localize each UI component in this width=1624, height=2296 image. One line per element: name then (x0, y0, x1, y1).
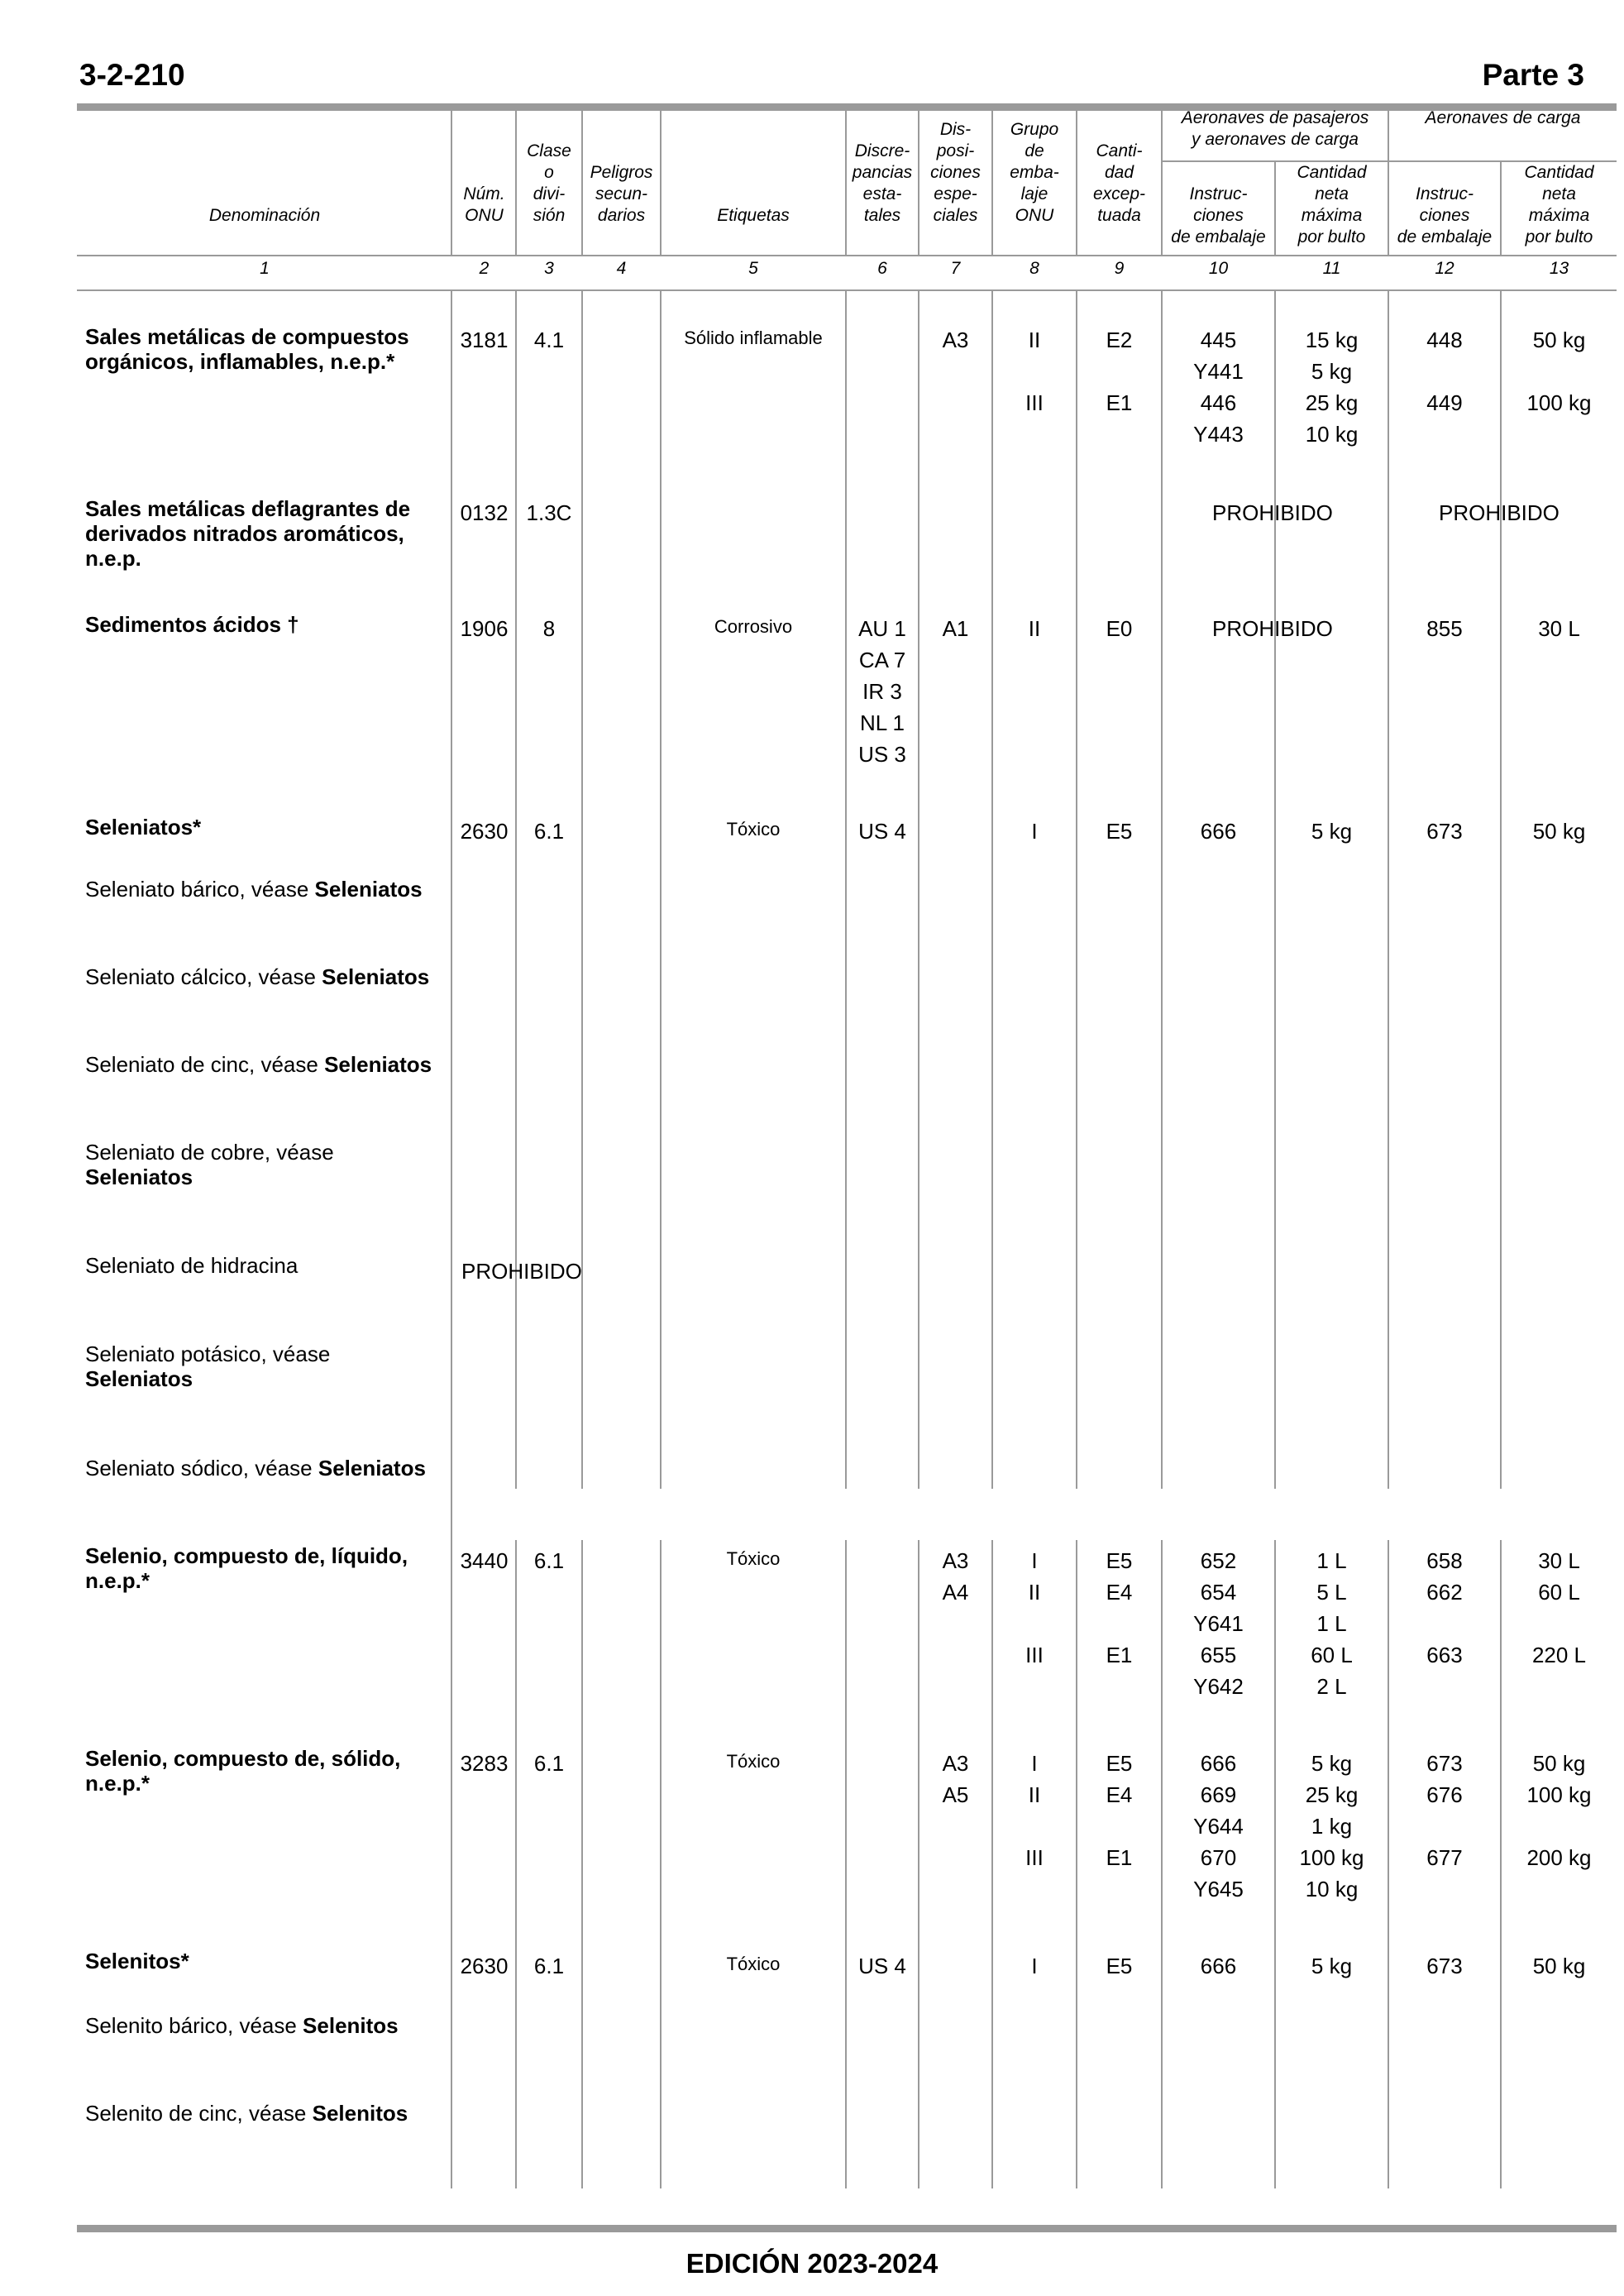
max-net-qty-cargo: 100 kg (1526, 390, 1592, 415)
body-rule (991, 289, 993, 1489)
body-rule (1076, 289, 1077, 1489)
packing-instruction-cargo: 449 (1426, 390, 1463, 415)
list-item (85, 877, 441, 902)
hazard-label: Tóxico (726, 1751, 781, 1772)
list-item (85, 1253, 441, 1278)
entry-name: Seleniato bárico, véase (85, 877, 315, 902)
col-number: 6 (877, 259, 887, 278)
class-division: 1.3C (526, 500, 572, 525)
header-denominacion: Denominación (208, 206, 321, 225)
header-num-onu: Núm. ONU (463, 184, 505, 225)
col-number: 7 (950, 259, 961, 278)
packing-instruction-pax: 446 (1200, 390, 1237, 415)
class-division: 6.1 (533, 819, 565, 844)
col-number: 9 (1114, 259, 1125, 278)
list-item (85, 1140, 441, 1189)
packing-instruction-pax: Y642 (1193, 1674, 1244, 1699)
special-provision: A3 (942, 1548, 969, 1573)
packing-instruction-pax: 652 (1200, 1548, 1237, 1573)
list-item (85, 1746, 441, 1796)
entry-name: Seleniato sódico, véase (85, 1456, 318, 1480)
hazard-label: Sólido inflamable (684, 328, 823, 348)
cross-reference: Seleniatos (324, 1052, 432, 1077)
prohibited: PROHIBIDO (461, 1259, 582, 1284)
cross-reference: Seleniatos (85, 1366, 193, 1391)
col-number: 3 (544, 259, 554, 278)
packing-instruction-cargo: 658 (1426, 1548, 1463, 1573)
max-net-qty-cargo: 60 L (1538, 1580, 1580, 1605)
packing-instruction-pax: Y641 (1193, 1611, 1244, 1636)
packing-instruction-pax: Y441 (1193, 359, 1244, 384)
excepted-quantity: E4 (1106, 1782, 1133, 1807)
max-net-qty-pax: 2 L (1316, 1674, 1347, 1699)
un-number: 3440 (460, 1548, 509, 1573)
hazard-label: Tóxico (726, 1548, 781, 1569)
state-variation: US 4 (858, 1954, 906, 1978)
max-net-qty-pax: 5 kg (1311, 1751, 1353, 1776)
max-net-qty-cargo: 50 kg (1532, 328, 1586, 352)
header-grupo: Grupo de emba- laje ONU (1010, 120, 1059, 225)
excepted-quantity: E1 (1106, 1643, 1133, 1667)
max-net-qty-pax: 60 L (1311, 1643, 1353, 1667)
list-item (85, 1052, 441, 1077)
max-net-qty-cargo: 200 kg (1526, 1845, 1592, 1870)
packing-instruction-cargo: 677 (1426, 1845, 1463, 1870)
entry-name: Seleniato de cinc, véase (85, 1052, 325, 1077)
state-variation: NL 1 (860, 710, 905, 735)
excepted-quantity: E1 (1106, 390, 1133, 415)
cross-reference: Seleniatos (322, 964, 430, 989)
special-provision: A5 (942, 1782, 969, 1807)
header-aeronaves-carga: Aeronaves de carga (1425, 108, 1581, 127)
max-net-qty-pax: 5 kg (1311, 819, 1353, 844)
entry-name: Selenito de cinc, véase (85, 2101, 313, 2126)
header-clase: Clase o divi- sión (527, 141, 571, 225)
class-division: 6.1 (533, 1954, 565, 1978)
class-division: 6.1 (533, 1751, 565, 1776)
list-item (85, 1949, 441, 1973)
un-number: 2630 (460, 819, 509, 844)
special-provision: A3 (942, 328, 969, 352)
packing-instruction-pax: Y443 (1193, 422, 1244, 447)
packing-instruction-pax: 670 (1200, 1845, 1237, 1870)
page-number: 3-2-210 (79, 58, 185, 92)
list-item (85, 496, 441, 571)
packing-instruction-pax: 654 (1200, 1580, 1237, 1605)
entry-name: Selenio, compuesto de, sólido, n.e.p.* (85, 1746, 401, 1796)
entry-name: Sales metálicas deflagrantes de derivados nitrados aromáticos, n.e.p. (85, 496, 411, 571)
packing-instruction-cargo: 676 (1426, 1782, 1463, 1807)
header-discrepancias: Discre- pancias esta- tales (852, 141, 913, 225)
col-number: 4 (616, 259, 627, 278)
entry-name: Selenio, compuesto de, líquido, n.e.p.* (85, 1543, 408, 1593)
max-net-qty-pax: 100 kg (1299, 1845, 1364, 1870)
entry-name: Sales metálicas de compuestos orgánicos, inflamables, n.e.p.* (85, 324, 409, 374)
packing-group: II (1028, 328, 1041, 352)
max-net-qty-pax: 15 kg (1305, 328, 1359, 352)
col-number: 10 (1208, 259, 1229, 278)
packing-group: III (1025, 390, 1044, 415)
entry-name: Seleniato de hidracina (85, 1253, 299, 1278)
body-rule (918, 1540, 919, 2188)
hazard-label: Corrosivo (714, 616, 793, 637)
packing-group: I (1031, 1751, 1038, 1776)
packing-instruction-cargo: 673 (1426, 819, 1463, 844)
list-item (85, 2013, 441, 2038)
packing-instruction-cargo: 855 (1426, 616, 1463, 641)
cross-reference: Seleniatos (85, 1165, 193, 1189)
header-peligros: Peligros secun- darios (590, 163, 653, 225)
header-instrucciones-pax: Instruc- ciones de embalaje (1171, 184, 1266, 246)
entry-name: Seleniato cálcico, véase (85, 964, 322, 989)
packing-instruction-cargo: 662 (1426, 1580, 1463, 1605)
excepted-quantity: E0 (1106, 616, 1133, 641)
header-instrucciones-carga: Instruc- ciones de embalaje (1397, 184, 1493, 246)
entry-name: Seleniato de cobre, véase (85, 1140, 334, 1165)
list-item (85, 2101, 441, 2126)
hazard-label: Tóxico (726, 819, 781, 839)
excepted-quantity: E5 (1106, 1548, 1133, 1573)
max-net-qty-pax: 1 L (1316, 1548, 1347, 1573)
packing-instruction-pax: Y645 (1193, 1877, 1244, 1901)
un-number: 0132 (460, 500, 509, 525)
body-rule (515, 1540, 517, 2188)
un-number: 1906 (460, 616, 509, 641)
max-net-qty-cargo: 220 L (1531, 1643, 1587, 1667)
packing-group: II (1028, 616, 1041, 641)
col-number: 11 (1322, 259, 1341, 278)
un-number: 3181 (460, 328, 509, 352)
header-etiquetas: Etiquetas (717, 206, 790, 225)
list-item (85, 815, 441, 839)
packing-instruction-pax: 666 (1200, 1751, 1237, 1776)
class-division: 8 (542, 616, 556, 641)
packing-instruction-pax: 655 (1200, 1643, 1237, 1667)
entry-name: Sedimentos ácidos † (85, 612, 299, 637)
cross-reference: Selenitos (312, 2101, 408, 2126)
special-provision: A1 (942, 616, 969, 641)
max-net-qty-cargo: 50 kg (1532, 1751, 1586, 1776)
colnum-rule (77, 289, 1617, 291)
max-net-qty-pax: 10 kg (1305, 422, 1359, 447)
un-number: 3283 (460, 1751, 509, 1776)
body-rule (515, 289, 517, 1489)
entry-name: Seleniatos* (85, 815, 202, 839)
body-rule (660, 289, 662, 1489)
body-rule (660, 1540, 662, 2188)
packing-instruction-cargo: 663 (1426, 1643, 1463, 1667)
header-rule (77, 255, 1617, 256)
list-item (85, 612, 441, 637)
packing-group: II (1028, 1580, 1041, 1605)
body-rule-un (451, 289, 452, 2188)
max-net-qty-pax: 10 kg (1305, 1877, 1359, 1901)
header-cantidad-carga: Cantidad neta máxima por bulto (1524, 163, 1594, 246)
max-net-qty-pax: 25 kg (1305, 390, 1359, 415)
body-rule (581, 1540, 583, 2188)
packing-instruction-pax: 666 (1200, 819, 1237, 844)
packing-group: II (1028, 1782, 1041, 1807)
body-rule (845, 1540, 847, 2188)
part-label: Parte 3 (1482, 58, 1584, 92)
cross-reference: Seleniatos (314, 877, 423, 902)
body-rule (1388, 289, 1389, 1489)
col-number: 12 (1435, 259, 1454, 278)
max-net-qty-pax: 5 L (1316, 1580, 1347, 1605)
class-division: 4.1 (533, 328, 565, 352)
col-number: 2 (479, 259, 490, 278)
class-division: 6.1 (533, 1548, 565, 1573)
special-provision: A4 (942, 1580, 969, 1605)
packing-instruction-cargo: 673 (1426, 1751, 1463, 1776)
excepted-quantity: E2 (1106, 328, 1133, 352)
state-variation: AU 1 (858, 616, 906, 641)
entry-name: Seleniato potásico, véase (85, 1342, 331, 1366)
list-item (85, 964, 441, 989)
entry-name: Selenitos* (85, 1949, 189, 1973)
packing-group: I (1031, 819, 1038, 844)
max-net-qty-cargo: 50 kg (1532, 819, 1586, 844)
header-disposiciones: Dis- posi- ciones espe- ciales (930, 120, 981, 225)
prohibited-cargo: PROHIBIDO (1439, 500, 1560, 525)
bottom-rule (77, 2225, 1617, 2232)
excepted-quantity: E4 (1106, 1580, 1133, 1605)
body-rule (1500, 289, 1502, 1489)
cross-reference: Seleniatos (318, 1456, 426, 1480)
hazard-label: Tóxico (726, 1954, 781, 1974)
special-provision: A3 (942, 1751, 969, 1776)
col-number: 1 (260, 259, 270, 278)
state-variation: IR 3 (862, 679, 902, 704)
state-variation: US 3 (858, 742, 906, 767)
prohibited-pax: PROHIBIDO (1212, 500, 1333, 525)
packing-group: III (1025, 1643, 1044, 1667)
packing-instruction-cargo: 673 (1426, 1954, 1463, 1978)
body-rule (1161, 289, 1163, 1489)
col-number: 8 (1029, 259, 1039, 278)
state-variation: CA 7 (858, 648, 906, 672)
body-rule (581, 289, 583, 1489)
header-cantidad-exceptuada: Canti- dad excep- tuada (1092, 141, 1146, 225)
packing-group: I (1031, 1954, 1038, 1978)
packing-group: I (1031, 1548, 1038, 1573)
list-item (85, 1456, 441, 1480)
header-aeronaves-pasajeros: Aeronaves de pasajeros y aeronaves de carga (1181, 108, 1369, 149)
entry-name: Selenito bárico, véase (85, 2013, 303, 2038)
packing-instruction-pax: 445 (1200, 328, 1237, 352)
un-number: 2630 (460, 1954, 509, 1978)
state-variation: US 4 (858, 819, 906, 844)
packing-instruction-pax: 666 (1200, 1954, 1237, 1978)
packing-instruction-cargo: 448 (1426, 328, 1463, 352)
max-net-qty-cargo: 50 kg (1532, 1954, 1586, 1978)
max-net-qty-cargo: 30 L (1538, 1548, 1580, 1573)
max-net-qty-cargo: 100 kg (1526, 1782, 1592, 1807)
excepted-quantity: E5 (1106, 819, 1133, 844)
body-rule (918, 289, 919, 1489)
max-net-qty-pax: 25 kg (1305, 1782, 1359, 1807)
body-rule (845, 289, 847, 1489)
col-number: 5 (748, 259, 758, 278)
max-net-qty-pax: 1 L (1316, 1611, 1347, 1636)
body-rule (1274, 289, 1276, 1489)
prohibited-pax: PROHIBIDO (1212, 616, 1333, 641)
excepted-quantity: E1 (1106, 1845, 1133, 1870)
col-number: 13 (1549, 259, 1569, 278)
packing-instruction-pax: Y644 (1193, 1814, 1244, 1839)
col-rule (451, 108, 452, 256)
packing-group: III (1025, 1845, 1044, 1870)
max-net-qty-pax: 5 kg (1311, 1954, 1353, 1978)
col-rule (660, 108, 662, 256)
cross-reference: Selenitos (303, 2013, 399, 2038)
excepted-quantity: E5 (1106, 1954, 1133, 1978)
list-item (85, 324, 441, 374)
max-net-qty-pax: 1 kg (1311, 1814, 1353, 1839)
list-item (85, 1342, 441, 1391)
header-cantidad-pax: Cantidad neta máxima por bulto (1297, 163, 1367, 246)
max-net-qty-cargo: 30 L (1538, 616, 1580, 641)
max-net-qty-pax: 5 kg (1311, 359, 1353, 384)
edition-footer: EDICIÓN 2023-2024 (685, 2248, 939, 2279)
excepted-quantity: E5 (1106, 1751, 1133, 1776)
packing-instruction-pax: 669 (1200, 1782, 1237, 1807)
list-item (85, 1543, 441, 1593)
